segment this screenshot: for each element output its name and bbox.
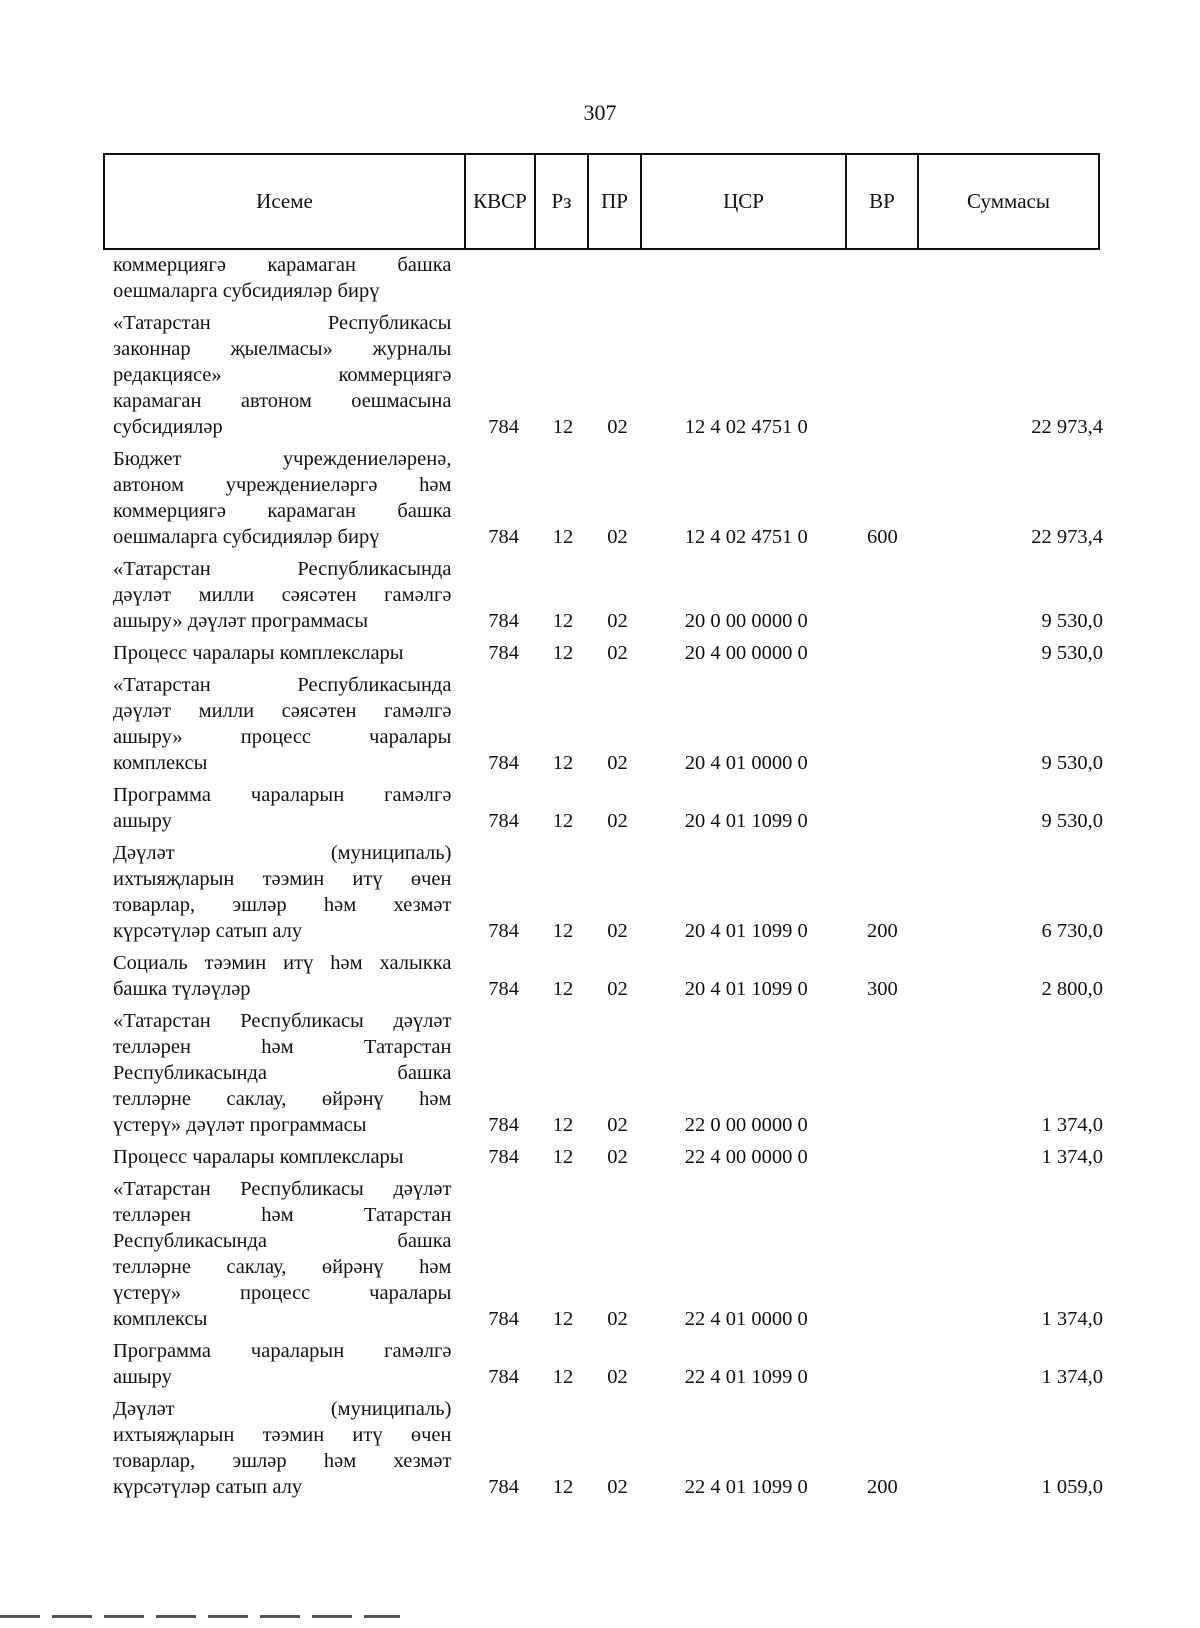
cell-kvsr: 784 xyxy=(488,978,519,1000)
row-name-line: телләрен һәм Татарстан xyxy=(113,1036,452,1058)
row-name xyxy=(113,840,451,944)
footer-divider xyxy=(0,1615,400,1618)
cell-csr: 20 4 01 1099 0 xyxy=(684,978,808,1000)
row-name-line: телләрне саклау, өйрәнү һәм xyxy=(113,1256,452,1278)
table-row xyxy=(113,1144,1103,1170)
cell-rz: 12 xyxy=(552,920,574,942)
table-row xyxy=(113,1396,1103,1500)
cell-kvsr: 784 xyxy=(488,920,519,942)
header-sum: Суммасы xyxy=(967,189,1050,213)
cell-kvsr: 784 xyxy=(488,752,519,774)
cell-sum: 1 374,0 xyxy=(1041,1366,1104,1388)
cell-kvsr: 784 xyxy=(488,1114,519,1136)
row-name-line: карамаган автоном оешмасына xyxy=(113,390,452,412)
cell-csr: 20 4 01 0000 0 xyxy=(684,752,808,774)
row-name xyxy=(113,782,451,834)
row-name-line: Республикасында башка xyxy=(113,1062,452,1084)
cell-rz: 12 xyxy=(552,642,574,664)
row-name-line: дәүләт милли сәясәтен гамәлгә xyxy=(113,584,452,606)
cell-csr: 22 4 00 0000 0 xyxy=(684,1146,808,1168)
cell-csr: 20 0 00 0000 0 xyxy=(684,610,808,632)
cell-rz: 12 xyxy=(552,1366,574,1388)
cell-sum: 1 374,0 xyxy=(1041,1114,1104,1136)
cell-kvsr: 784 xyxy=(488,610,519,632)
row-name xyxy=(113,672,451,776)
cell-sum: 2 800,0 xyxy=(1041,978,1104,1000)
row-name-line: редакциясе» коммерциягә xyxy=(113,364,452,386)
header-csr: ЦСР xyxy=(642,155,847,248)
row-name xyxy=(113,1338,451,1390)
cell-sum: 1 059,0 xyxy=(1041,1476,1104,1498)
row-name-line: автоном учреждениеләргә һәм xyxy=(113,474,452,496)
row-name-line: Дәүләт (муниципаль) xyxy=(113,842,452,864)
row-name-line: «Татарстан Республикасында xyxy=(113,674,452,696)
cell-rz: 12 xyxy=(552,1146,574,1168)
header-pr: ПР xyxy=(589,155,642,248)
cell-rz: 12 xyxy=(552,610,574,632)
header-vr: ВР xyxy=(847,155,919,248)
cell-rz: 12 xyxy=(552,526,574,548)
row-name-line: коммерциягә карамаган башка xyxy=(113,254,452,276)
cell-rz: 12 xyxy=(552,1114,574,1136)
cell-pr: 02 xyxy=(607,526,628,548)
row-name-line: Бюджет учреждениеләренә, xyxy=(113,448,452,470)
row-name-line: товарлар, эшләр һәм хезмәт xyxy=(113,894,452,916)
cell-csr: 20 4 01 1099 0 xyxy=(684,920,808,942)
cell-pr: 02 xyxy=(607,642,628,664)
table-row xyxy=(113,640,1103,666)
cell-rz: 12 xyxy=(552,1476,574,1498)
cell-sum: 9 530,0 xyxy=(1041,752,1104,774)
table-row xyxy=(113,1008,1103,1138)
row-name-line: ашыру xyxy=(113,810,172,832)
cell-pr: 02 xyxy=(607,752,628,774)
row-name-line: Социаль тәэмин итү һәм халыкка xyxy=(113,952,452,974)
cell-rz: 12 xyxy=(552,752,574,774)
row-name-line: субсидияләр xyxy=(113,416,223,438)
cell-csr: 20 4 00 0000 0 xyxy=(684,642,808,664)
row-name-line: Процесс чаралары комплекслары xyxy=(113,1146,404,1168)
table-body xyxy=(113,252,1103,1506)
cell-sum: 6 730,0 xyxy=(1041,920,1104,942)
cell-csr: 22 4 01 0000 0 xyxy=(684,1308,808,1330)
row-name xyxy=(113,556,451,634)
cell-csr: 22 4 01 1099 0 xyxy=(684,1366,808,1388)
cell-kvsr: 784 xyxy=(488,810,519,832)
cell-vr: 600 xyxy=(866,526,898,548)
cell-pr: 02 xyxy=(607,978,628,1000)
row-name-line: дәүләт милли сәясәтен гамәлгә xyxy=(113,700,452,722)
row-name-line: күрсәтүләр сатып алу xyxy=(113,1476,303,1498)
row-name-line: үстерү» дәүләт программасы xyxy=(113,1114,367,1136)
cell-kvsr: 784 xyxy=(488,1366,519,1388)
row-name-line: башка түләүләр xyxy=(113,978,251,1000)
cell-vr: 200 xyxy=(866,920,898,942)
row-name-line: комплексы xyxy=(113,1308,208,1330)
cell-kvsr: 784 xyxy=(488,642,519,664)
cell-pr: 02 xyxy=(607,920,628,942)
cell-vr: 200 xyxy=(866,1476,898,1498)
cell-pr: 02 xyxy=(607,1146,628,1168)
cell-pr: 02 xyxy=(607,1366,628,1388)
cell-sum: 9 530,0 xyxy=(1041,810,1104,832)
row-name-line: ихтыяҗларын тәэмин итү өчен xyxy=(113,868,452,890)
row-name-line: оешмаларга субсидияләр бирү xyxy=(113,280,380,302)
row-name-line: «Татарстан Республикасы дәүләт xyxy=(113,1010,452,1032)
header-name: Исеме xyxy=(105,155,466,248)
row-name-line: комплексы xyxy=(113,752,208,774)
row-name-line: «Татарстан Республикасы xyxy=(113,312,452,334)
cell-csr: 12 4 02 4751 0 xyxy=(684,416,808,438)
row-name-line: «Татарстан Республикасында xyxy=(113,558,452,580)
row-name-line: Дәүләт (муниципаль) xyxy=(113,1398,452,1420)
cell-csr: 20 4 01 1099 0 xyxy=(684,810,808,832)
table-row xyxy=(113,556,1103,634)
row-name-line: үстерү» процесс чаралары xyxy=(113,1282,452,1304)
row-name xyxy=(113,446,451,550)
cell-csr: 22 0 00 0000 0 xyxy=(684,1114,808,1136)
row-name-line: законнар җыелмасы» журналы xyxy=(113,338,452,360)
cell-csr: 12 4 02 4751 0 xyxy=(684,526,808,548)
table-row xyxy=(113,1176,1103,1332)
table-row xyxy=(113,252,1103,304)
row-name xyxy=(113,1144,451,1170)
row-name-line: ашыру» дәүләт программасы xyxy=(113,610,368,632)
cell-csr: 22 4 01 1099 0 xyxy=(684,1476,808,1498)
cell-sum: 9 530,0 xyxy=(1041,642,1104,664)
row-name-line: ашыру xyxy=(113,1366,172,1388)
table-row xyxy=(113,1338,1103,1390)
cell-sum: 9 530,0 xyxy=(1041,610,1104,632)
row-name-line: коммерциягә карамаган башка xyxy=(113,500,452,522)
cell-kvsr: 784 xyxy=(488,526,519,548)
table-row xyxy=(113,446,1103,550)
row-name xyxy=(113,1008,451,1138)
cell-sum: 1 374,0 xyxy=(1041,1146,1104,1168)
row-name xyxy=(113,310,451,440)
cell-pr: 02 xyxy=(607,1308,628,1330)
table-row xyxy=(113,310,1103,440)
page-number: 307 xyxy=(583,100,617,125)
row-name-line: ашыру» процесс чаралары xyxy=(113,726,452,748)
cell-kvsr: 784 xyxy=(488,1308,519,1330)
cell-pr: 02 xyxy=(607,1476,628,1498)
cell-vr: 300 xyxy=(866,978,898,1000)
row-name-line: күрсәтүләр сатып алу xyxy=(113,920,303,942)
row-name-line: товарлар, эшләр һәм хезмәт xyxy=(113,1450,452,1472)
row-name xyxy=(113,640,451,666)
cell-pr: 02 xyxy=(607,810,628,832)
cell-sum: 22 973,4 xyxy=(1031,416,1104,438)
cell-pr: 02 xyxy=(607,416,628,438)
row-name-line: Программа чараларын гамәлгә xyxy=(113,1340,452,1362)
table-row xyxy=(113,840,1103,944)
cell-sum: 1 374,0 xyxy=(1041,1308,1104,1330)
header-rz: Рз xyxy=(536,155,589,248)
cell-kvsr: 784 xyxy=(488,1476,519,1498)
row-name-line: Процесс чаралары комплекслары xyxy=(113,642,404,664)
table-row xyxy=(113,672,1103,776)
cell-rz: 12 xyxy=(552,978,574,1000)
row-name xyxy=(113,950,451,1002)
row-name xyxy=(113,1396,451,1500)
cell-pr: 02 xyxy=(607,1114,628,1136)
row-name xyxy=(113,1176,451,1332)
table-row xyxy=(113,950,1103,1002)
header-kvsr: КВСР xyxy=(466,155,536,248)
table-row xyxy=(113,782,1103,834)
row-name xyxy=(113,252,451,304)
cell-sum: 22 973,4 xyxy=(1031,526,1104,548)
cell-kvsr: 784 xyxy=(488,416,519,438)
row-name-line: Программа чараларын гамәлгә xyxy=(113,784,452,806)
cell-rz: 12 xyxy=(552,810,574,832)
row-name-line: «Татарстан Республикасы дәүләт xyxy=(113,1178,452,1200)
cell-rz: 12 xyxy=(552,1308,574,1330)
cell-rz: 12 xyxy=(552,416,574,438)
row-name-line: ихтыяҗларын тәэмин итү өчен xyxy=(113,1424,452,1446)
row-name-line: Республикасында башка xyxy=(113,1230,452,1252)
row-name-line: телләрен һәм Татарстан xyxy=(113,1204,452,1226)
table-header xyxy=(103,153,1100,250)
cell-pr: 02 xyxy=(607,610,628,632)
row-name-line: телләрне саклау, өйрәнү һәм xyxy=(113,1088,452,1110)
cell-kvsr: 784 xyxy=(488,1146,519,1168)
row-name-line: оешмаларга субсидияләр бирү xyxy=(113,526,380,548)
